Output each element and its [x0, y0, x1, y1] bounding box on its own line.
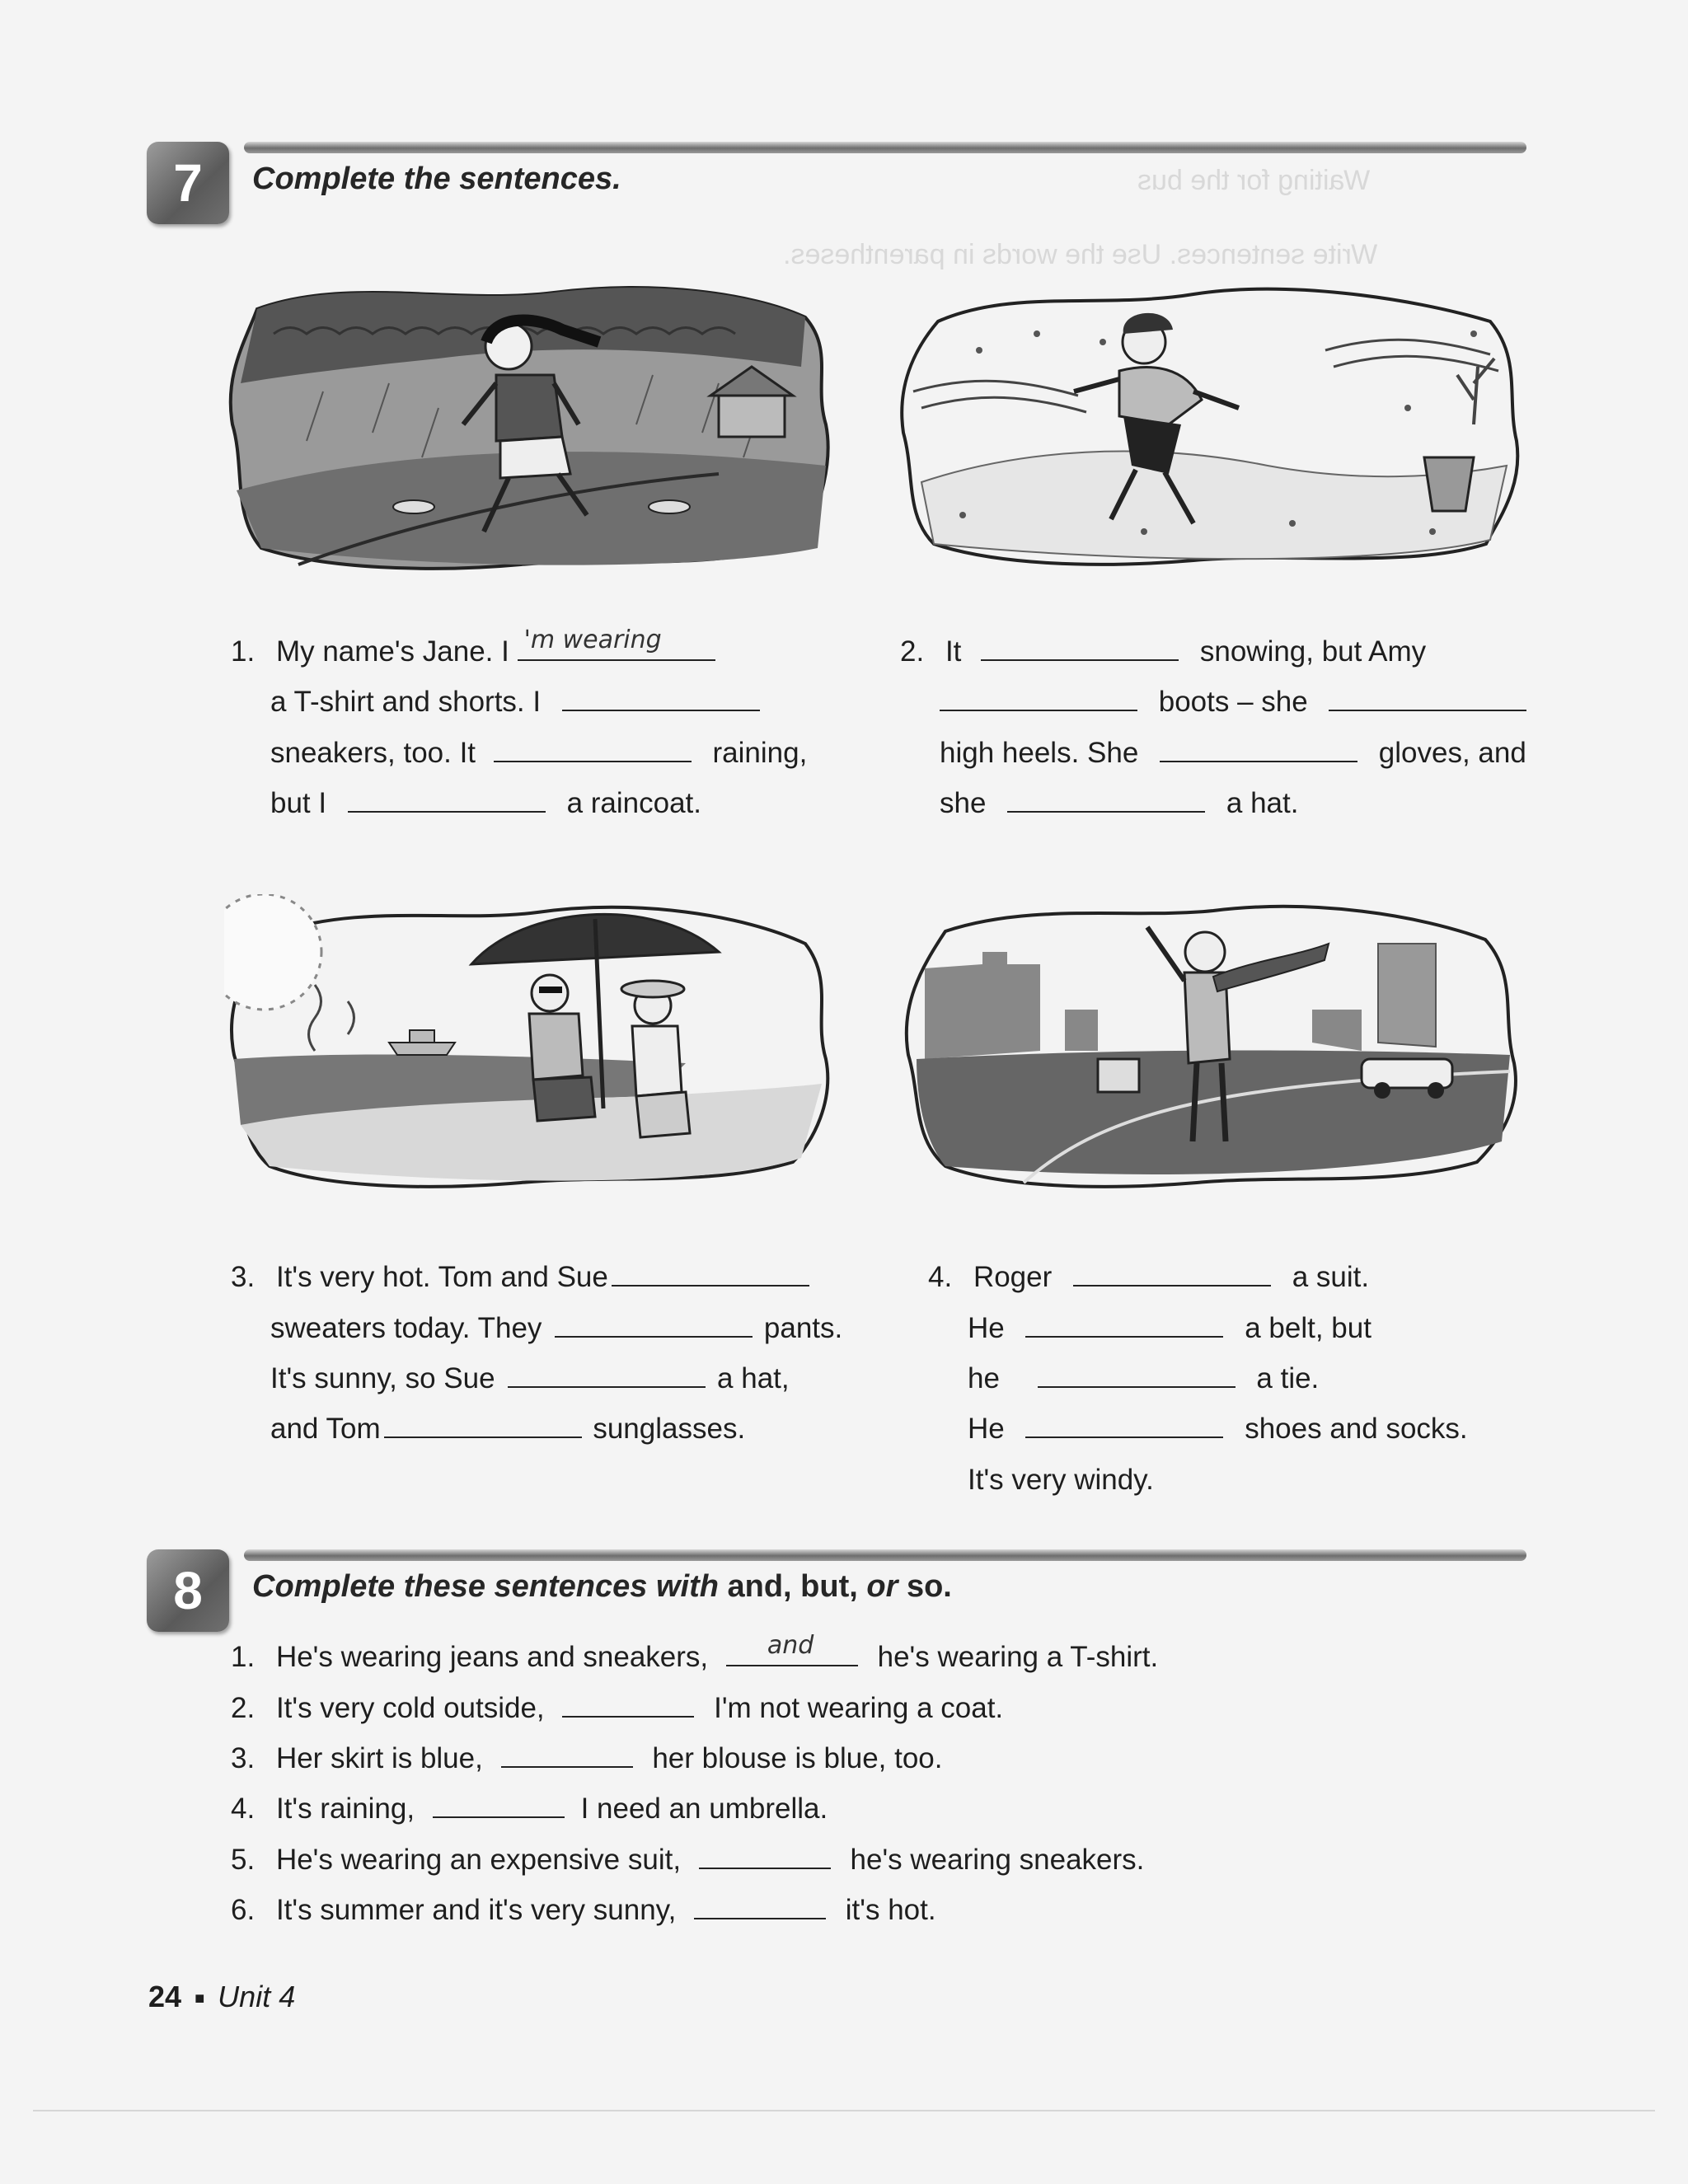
section-8-number: 8	[147, 1549, 229, 1632]
exercise-7-item-4-line-4: He shoes and socks.	[968, 1413, 1468, 1445]
exercise-8-item-2: 2. It's very cold outside, I'm not wearing a coat.	[231, 1692, 1004, 1724]
exercise-8-item-4: 4. It's raining, I need an umbrella.	[231, 1793, 828, 1825]
exercise-7-item-2-line-4: she a hat.	[940, 787, 1299, 819]
answer-blank[interactable]	[1025, 1412, 1223, 1438]
snow-illustration	[897, 284, 1522, 569]
exercise-7-item-4-line-5: It's very windy.	[968, 1464, 1154, 1496]
answer-blank[interactable]	[1007, 786, 1205, 813]
exercise-7-item-2-line-3: high heels. She gloves, and	[940, 737, 1526, 769]
exercise-8-item-6: 6. It's summer and it's very sunny, it's hot.	[231, 1894, 936, 1926]
answer-blank[interactable]	[612, 1260, 809, 1286]
answer-blank[interactable]	[1160, 736, 1357, 762]
exercise-8-item-5: 5. He's wearing an expensive suit, he's wearing sneakers.	[231, 1844, 1145, 1876]
answer-blank[interactable]	[694, 1893, 826, 1919]
answer-blank[interactable]	[555, 1311, 753, 1338]
exercise-8-item-3: 3. Her skirt is blue, her blouse is blue, too.	[231, 1742, 943, 1774]
exercise-7-item-4-line-1: 4. Roger a suit.	[928, 1261, 1370, 1293]
answer-blank[interactable]	[508, 1361, 706, 1388]
exercise-7-item-2-line-1: 2. It snowing, but Amy	[900, 635, 1427, 668]
rain-illustration	[224, 284, 834, 573]
exercise-7-item-4-line-3: he a tie.	[968, 1362, 1320, 1394]
exercise-7-item-4-line-2: He a belt, but	[968, 1312, 1372, 1344]
answer-blank[interactable]	[1329, 685, 1526, 711]
windy-city-illustration	[900, 894, 1522, 1191]
exercise-7-item-3-line-1: 3. It's very hot. Tom and Sue	[231, 1258, 809, 1296]
handwritten-answer: and	[767, 1631, 814, 1660]
section-7-rule	[244, 142, 1526, 153]
page-number: 24	[148, 1980, 182, 2013]
answer-blank[interactable]	[494, 736, 692, 762]
section-8-title: Complete these sentences with and, but, or so.	[252, 1569, 952, 1604]
section-7-number: 7	[147, 142, 229, 224]
unit-label: Unit 4	[218, 1980, 296, 2013]
answer-blank[interactable]	[1038, 1361, 1236, 1388]
exercise-7-item-1-line-3: sneakers, too. It raining,	[270, 737, 808, 769]
show-through-text: Write sentences. Use the words in parentheses.	[783, 239, 1378, 270]
exercise-7-item-1-line-4: but I a raincoat.	[270, 787, 702, 819]
answer-blank[interactable]	[940, 685, 1137, 711]
answer-blank[interactable]	[1025, 1311, 1223, 1338]
exercise-7-item-1-line-2: a T-shirt and shorts. I	[270, 683, 760, 721]
answer-blank[interactable]	[726, 1631, 858, 1666]
answer-blank[interactable]	[348, 786, 546, 813]
exercise-7-item-3-line-3: It's sunny, so Sue a hat,	[270, 1362, 790, 1394]
answer-blank[interactable]	[1073, 1260, 1271, 1286]
exercise-7-item-3-line-2: sweaters today. They pants.	[270, 1312, 843, 1344]
answer-blank[interactable]	[384, 1412, 582, 1438]
page-footer	[148, 1980, 295, 2014]
section-8-rule	[244, 1549, 1526, 1561]
show-through-text: Waiting for the bus	[1137, 165, 1371, 196]
answer-blank[interactable]	[981, 635, 1179, 661]
beach-illustration	[224, 894, 834, 1191]
answer-blank[interactable]	[699, 1843, 831, 1869]
section-7-title: Complete the sentences.	[252, 162, 621, 196]
answer-blank[interactable]	[562, 1691, 694, 1718]
answer-blank[interactable]	[562, 685, 760, 711]
exercise-8-item-1: 1. He's wearing jeans and sneakers, and he's wearing a T-shirt.	[231, 1638, 1158, 1676]
answer-blank[interactable]	[501, 1741, 633, 1768]
exercise-7-item-1-line-1: 1. My name's Jane. I 'm wearing	[231, 633, 715, 671]
answer-blank[interactable]	[433, 1792, 565, 1818]
exercise-7-item-3-line-4: and Tom sunglasses.	[270, 1413, 746, 1445]
handwritten-answer: 'm wearing	[523, 626, 662, 654]
page-edge	[33, 2110, 1655, 2111]
answer-blank[interactable]	[518, 626, 715, 661]
exercise-7-item-2-line-2: boots – she	[940, 683, 1526, 721]
square-bullet-icon: ■	[195, 1989, 205, 2008]
